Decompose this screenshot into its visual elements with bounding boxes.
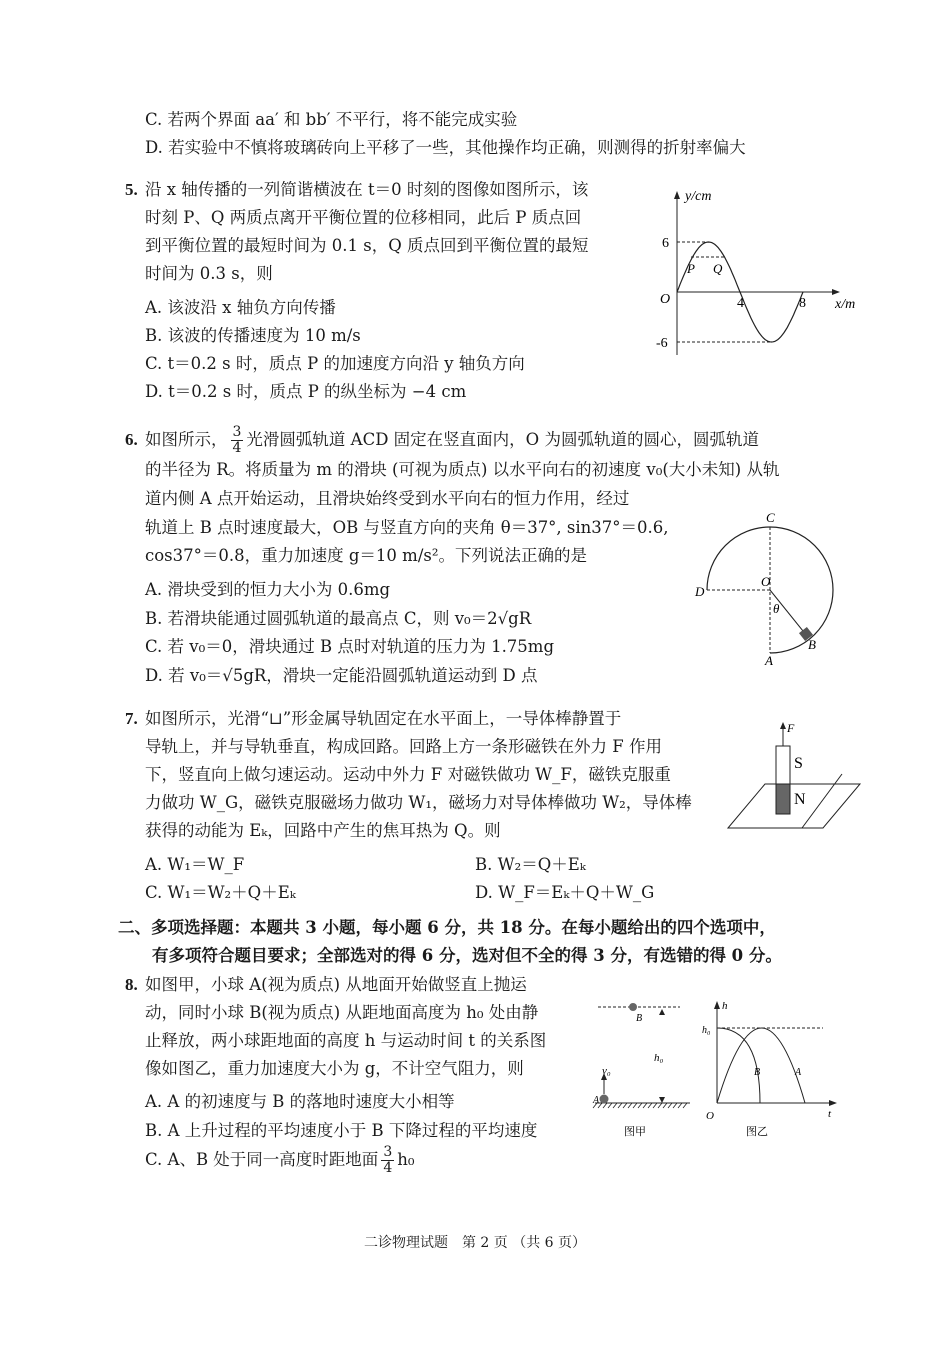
fraction-numerator: 3 (383, 1144, 393, 1160)
q7-stem-line: 下，竖直向上做匀速运动。运动中外力 F 对磁铁做功 W_F，磁铁克服重 (145, 765, 671, 784)
q7-stem-line: 力做功 W_G，磁铁克服磁场力做功 W₁，磁场力对导体棒做功 W₂，导体棒 (145, 793, 692, 812)
x-tick: 4 (737, 296, 744, 311)
point-a-label: A (765, 653, 773, 668)
h0-label: h₀ (702, 1025, 711, 1036)
y-tick: 6 (662, 236, 669, 251)
height-h0-label: h₀ (654, 1052, 664, 1064)
q7-magnet-figure (720, 718, 865, 833)
q5-option-c: C. t＝0.2 s 时，质点 P 的加速度方向沿 y 轴负方向 (145, 354, 525, 373)
q4-option-d: D. 若实验中不慎将玻璃砖向上平移了一些，其他操作均正确，则测得的折射率偏大 (145, 138, 746, 157)
fraction-numerator: 3 (232, 424, 242, 440)
q6-option-a: A. 滑块受到的恒力大小为 0.6mg (145, 580, 391, 599)
south-pole-label: S (794, 755, 803, 772)
origin-label: O (706, 1110, 714, 1122)
north-pole-label: N (794, 791, 806, 808)
theta-label: θ (773, 601, 780, 616)
q6-stem-line: 的半径为 R。将质量为 m 的滑块 (可视为质点) 以水平向右的初速度 v₀(大小未知) 从轨 (145, 460, 780, 479)
point-o-label: O (761, 574, 771, 589)
option-text: h₀ (397, 1150, 415, 1169)
q4-option-c: C. 若两个界面 aa′ 和 bb′ 不平行，将不能完成实验 (145, 110, 518, 129)
y-tick: -6 (656, 336, 668, 351)
option-text: C. A、B 处于同一高度时距地面 (145, 1150, 379, 1169)
figure-jia-caption: 图甲 (624, 1126, 646, 1138)
q5-option-a: A. 该波沿 x 轴负方向传播 (145, 298, 336, 317)
q8-figures (590, 995, 840, 1140)
q8-stem-line: 如图甲，小球 A(视为质点) 从地面开始做竖直上抛运 (145, 975, 527, 994)
ball-a-label: A (593, 1095, 600, 1106)
q5-stem-line: 到平衡位置的最短时间为 0.1 s，Q 质点回到平衡位置的最短 (145, 236, 589, 255)
q7-option-b: B. W₂＝Q＋Eₖ (475, 855, 586, 874)
q5-option-d: D. t＝0.2 s 时，质点 P 的纵坐标为 −4 cm (145, 382, 467, 401)
fraction-denominator: 4 (383, 1160, 393, 1176)
curve-a-label: A (795, 1067, 802, 1078)
q6-option-c: C. 若 v₀＝0，滑块通过 B 点时对轨道的压力为 1.75mg (145, 637, 555, 656)
q6-stem-line: cos37°＝0.8，重力加速度 g＝10 m/s²。下列说法正确的是 (145, 546, 587, 565)
q5-stem-line: 沿 x 轴传播的一列简谐横波在 t＝0 时刻的图像如图所示，该 (145, 180, 589, 199)
fraction (231, 425, 244, 456)
x-axis-label: x/m (835, 297, 856, 312)
x-tick: 8 (799, 296, 806, 311)
q7-number: 7. (125, 709, 138, 728)
point-c-label: C (766, 510, 775, 525)
q6-stem-line: 轨道上 B 点时速度最大，OB 与竖直方向的夹角 θ＝37°, sin37°＝0.6, (145, 518, 669, 537)
force-f-label: F (787, 721, 795, 735)
q7-option-d: D. W_F＝Eₖ＋Q＋W_G (475, 883, 655, 902)
q8-stem-line: 止释放，两小球距地面的高度 h 与运动时间 t 的关系图 (145, 1031, 547, 1050)
q6-stem-text: 如图所示， (145, 430, 228, 449)
q6-stem-line (145, 422, 759, 458)
section-2-heading-cont: 有多项符合题目要求；全部选对的得 6 分，选对但不全的得 3 分，有选错的得 0 分。 (152, 946, 782, 965)
v0-label: v₀ (602, 1065, 611, 1077)
page-footer: 二诊物理试题 第 2 页 （共 6 页） (363, 1235, 587, 1251)
q8-option-b: B. A 上升过程的平均速度小于 B 下降过程的平均速度 (145, 1121, 538, 1140)
q7-stem-line: 如图所示，光滑“⊔”形金属导轨固定在水平面上，一导体棒静置于 (145, 709, 622, 728)
q8-option-a: A. A 的初速度与 B 的落地时速度大小相等 (145, 1092, 455, 1111)
point-b-label: B (808, 637, 816, 652)
y-axis-label: y/cm (685, 189, 712, 204)
q7-option-a: A. W₁＝W_F (145, 855, 245, 874)
q6-number: 6. (125, 430, 138, 449)
origin-label: O (660, 292, 671, 307)
q7-stem-line: 导轨上，并与导轨垂直，构成回路。回路上方一条形磁铁在外力 F 作用 (145, 737, 662, 756)
q5-option-b: B. 该波的传播速度为 10 m/s (145, 326, 361, 345)
figure-yi-caption: 图乙 (746, 1126, 768, 1138)
q6-circular-track-figure (690, 505, 850, 670)
q6-option-d: D. 若 v₀＝√5gR，滑块一定能沿圆弧轨道运动到 D 点 (145, 666, 538, 685)
q8-option-c (145, 1142, 414, 1178)
fraction-denominator: 4 (232, 440, 242, 456)
q6-stem-line: 道内侧 A 点开始运动，且滑块始终受到水平向右的恒力作用，经过 (145, 489, 630, 508)
section-2-heading: 二、多项选择题：本题共 3 小题，每小题 6 分，共 18 分。在每小题给出的四个选项中， (118, 918, 776, 937)
q5-stem-line: 时刻 P、Q 两质点离开平衡位置的位移相同，此后 P 质点回 (145, 208, 582, 227)
q6-stem-text: 光滑圆弧轨道 ACD 固定在竖直面内，O 为圆弧轨道的圆心，圆弧轨道 (246, 430, 759, 449)
q5-stem-line: 时间为 0.3 s，则 (145, 264, 273, 283)
point-d-label: D (695, 584, 705, 599)
point-q-label: Q (713, 261, 723, 276)
q6-option-b: B. 若滑块能通过圆弧轨道的最高点 C，则 v₀＝2√gR (145, 609, 532, 628)
q7-option-c: C. W₁＝W₂＋Q＋Eₖ (145, 883, 296, 902)
q7-stem-line: 获得的动能为 Eₖ，回路中产生的焦耳热为 Q。则 (145, 821, 501, 840)
point-p-label: P (687, 261, 695, 276)
q8-stem-line: 动，同时小球 B(视为质点) 从距地面高度为 h₀ 处由静 (145, 1003, 539, 1022)
ball-b-label: B (636, 1013, 643, 1024)
q5-number: 5. (125, 180, 138, 199)
q8-stem-line: 像如图乙，重力加速度大小为 g，不计空气阻力，则 (145, 1059, 524, 1078)
t-axis-label: t (828, 1108, 832, 1120)
q5-wave-figure (650, 185, 870, 360)
h-axis-label: h (722, 1000, 728, 1012)
q8-number: 8. (125, 975, 138, 994)
fraction (381, 1145, 394, 1176)
curve-b-label: B (754, 1067, 761, 1078)
